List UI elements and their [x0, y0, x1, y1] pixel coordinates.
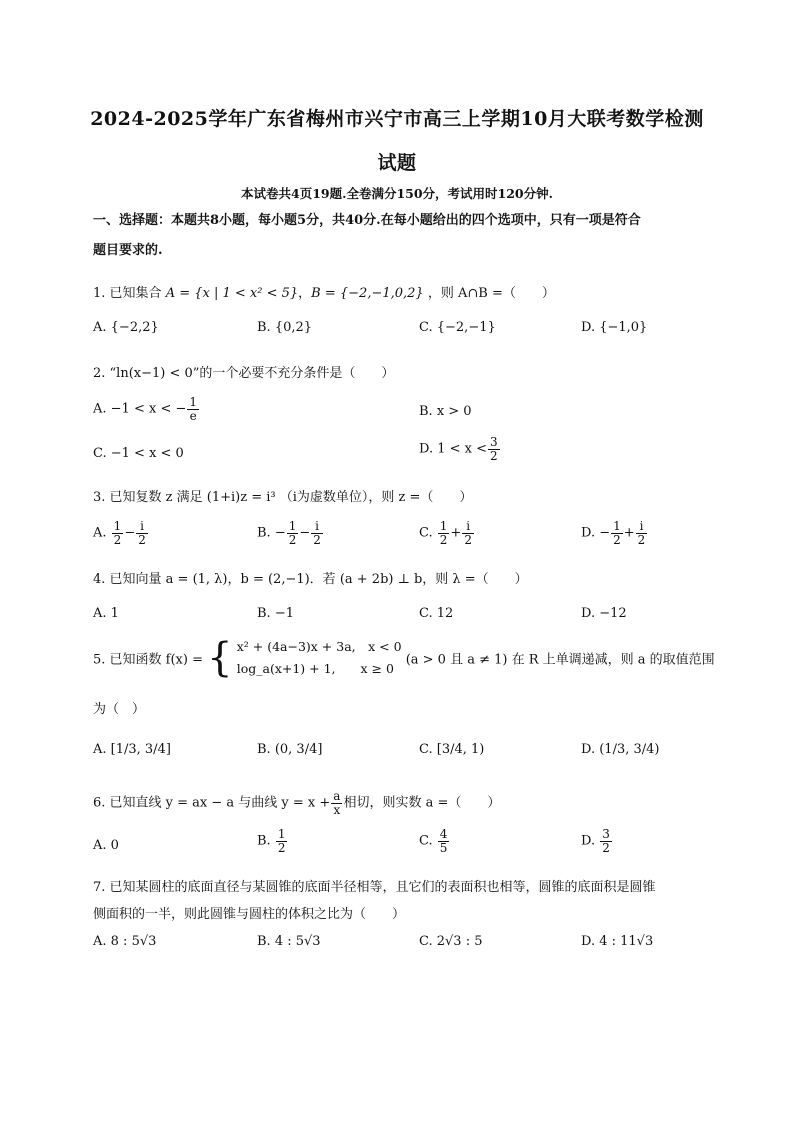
q5-option-d: D. (1/3, 3/4) — [581, 742, 660, 757]
frac-den: 2 — [439, 532, 448, 547]
frac-num: 1 — [113, 519, 122, 533]
frac — [611, 520, 623, 546]
question-7-line2: 侧面积的一半，则此圆锥与圆柱的体积之比为（ ） — [93, 907, 406, 922]
frac-num: 3 — [490, 435, 498, 449]
q3-option-b — [257, 520, 324, 546]
left-brace-icon: { — [207, 635, 233, 681]
frac-den: 2 — [138, 532, 146, 547]
q1-option-d: D. {−1,0} — [581, 320, 648, 335]
q2-option-c: C. −1 < x < 0 — [93, 446, 184, 461]
section-heading-line2: 题目要求的. — [93, 243, 163, 258]
frac — [600, 828, 612, 854]
q5-option-b: B. (0, 3/4] — [257, 742, 323, 757]
q5-line2: 为（ ） — [93, 702, 146, 717]
q4-option-a: A. 1 — [93, 606, 119, 621]
frac-den: 2 — [288, 532, 297, 547]
frac-den: 5 — [439, 840, 448, 855]
question-1 — [93, 282, 555, 301]
frac-num: i — [311, 520, 323, 534]
op: − — [124, 525, 136, 541]
q5-pre: 5. 已知函数 f(x) = — [93, 652, 203, 668]
q1-set-b: B = {−2,−1,0,2} — [311, 286, 424, 301]
q5-option-a: A. [1/3, 3/4] — [93, 742, 171, 757]
frac-num: 1 — [189, 395, 197, 409]
q6-option-b — [257, 828, 288, 854]
q7-option-a: A. 8 : 5√3 — [93, 934, 157, 949]
page-title: 2024-2025学年广东省梅州市兴宁市高三上学期10月大联考数学检测 — [90, 108, 704, 130]
opt-label: A. — [93, 525, 107, 541]
q2-option-a — [93, 396, 200, 422]
frac — [636, 520, 648, 546]
frac-den: 2 — [637, 532, 646, 547]
frac-den: 2 — [613, 532, 621, 547]
q1-set-a: A = {x | 1 < x² < 5} — [165, 286, 299, 301]
frac-num: 1 — [439, 519, 448, 533]
frac-num: 1 — [288, 519, 297, 533]
frac-den: 2 — [313, 532, 321, 547]
q4-option-c: C. 12 — [419, 606, 454, 621]
q6-post: 相切，则实数 a =（ ） — [343, 795, 501, 811]
frac-num: 1 — [613, 519, 621, 533]
frac-num: i — [136, 520, 148, 534]
q2-option-d — [419, 436, 501, 462]
question-6 — [93, 790, 500, 816]
frac-num: i — [462, 520, 474, 534]
opt-label: D. − — [581, 525, 611, 541]
opt-label: D. — [581, 833, 596, 849]
frac — [276, 828, 288, 854]
q3-option-c — [419, 520, 475, 546]
section-heading — [93, 206, 703, 266]
q1-sep: ， — [298, 286, 312, 301]
q2-option-b: B. x > 0 — [419, 404, 472, 419]
opt-label: C. — [419, 525, 433, 541]
q7-option-c: C. 2√3 : 5 — [419, 934, 483, 949]
opt-label: B. − — [257, 525, 286, 541]
frac — [287, 520, 299, 546]
q2-option-d-fraction — [488, 436, 500, 462]
frac-num: i — [636, 520, 648, 534]
q3-option-a — [93, 520, 149, 546]
q5-option-c: C. [3/4, 1) — [419, 742, 485, 757]
q1-option-a: A. {−2,2} — [93, 320, 159, 335]
frac — [438, 828, 450, 854]
frac-den: 2 — [490, 448, 498, 463]
q3-option-d — [581, 520, 648, 546]
q2-option-d-text: D. 1 < x < — [419, 441, 488, 457]
op: − — [299, 525, 311, 541]
frac — [136, 520, 148, 546]
frac-den: 2 — [602, 840, 610, 855]
q7-option-d: D. 4 : 11√3 — [581, 934, 654, 949]
opt-label: C. — [419, 833, 433, 849]
q6-option-c — [419, 828, 450, 854]
frac-den: 2 — [277, 840, 286, 855]
question-5 — [93, 636, 715, 680]
frac-den: 2 — [464, 532, 472, 547]
frac-num: a — [333, 789, 341, 803]
q1-option-b: B. {0,2} — [257, 320, 313, 335]
q5-piecewise — [237, 636, 402, 680]
q1-number: 1. 已知集合 — [93, 286, 162, 301]
question-4: 4. 已知向量 a = (1, λ)，b = (2,−1)．若 (a + 2b) ⊥ b，则 λ =（ ） — [93, 572, 528, 587]
question-3: 3. 已知复数 z 满足 (1+i)z = i³ （i为虚数单位），则 z =（ ） — [93, 490, 473, 505]
q4-option-d: D. −12 — [581, 606, 627, 621]
frac — [462, 520, 474, 546]
question-2: 2. “ln(x−1) < 0”的一个必要不充分条件是（ ） — [93, 366, 395, 381]
q1-option-c: C. {−2,−1} — [419, 320, 496, 335]
q6-option-a: A. 0 — [93, 838, 119, 853]
frac-num: 4 — [439, 827, 448, 841]
q7-option-b: B. 4 : 5√3 — [257, 934, 321, 949]
q2-option-a-fraction — [187, 396, 199, 422]
frac-den: 2 — [113, 532, 122, 547]
section-heading-line1: 一、选择题：本题共8小题，每小题5分，共40分.在每小题给出的四个选项中，只有一项是符合 — [93, 213, 641, 228]
frac-num: 1 — [277, 827, 286, 841]
q6-pre: 6. 已知直线 y = ax − a 与曲线 y = x + — [93, 795, 331, 811]
op: + — [623, 525, 635, 541]
q5-post: (a > 0 且 a ≠ 1) 在 R 上单调递减，则 a 的取值范围 — [405, 652, 715, 668]
frac-num: 3 — [602, 827, 610, 841]
q6-fraction — [331, 790, 342, 816]
q4-option-b: B. −1 — [257, 606, 294, 621]
frac — [112, 520, 124, 546]
q5-piece-1: x² + (4a−3)x + 3a, x < 0 — [236, 639, 402, 654]
exam-intro: 本试卷共4页19题.全卷满分150分，考试用时120分钟. — [241, 186, 553, 201]
frac-den: e — [189, 408, 197, 423]
q2-option-a-text: A. −1 < x < − — [93, 401, 187, 417]
page-title-cont: 试题 — [377, 152, 417, 174]
frac — [438, 520, 450, 546]
frac-den: x — [333, 802, 341, 817]
op: + — [450, 525, 462, 541]
q5-piece-2: log_a(x+1) + 1, x ≥ 0 — [236, 661, 394, 676]
frac — [311, 520, 323, 546]
q6-option-d — [581, 828, 613, 854]
question-7: 7. 已知某圆柱的底面直径与某圆锥的底面半径相等，且它们的表面积也相等，圆锥的底面积是圆锥 — [93, 880, 656, 895]
opt-label: B. — [257, 833, 271, 849]
q1-tail: ，则 A∩B =（ ） — [427, 286, 555, 301]
